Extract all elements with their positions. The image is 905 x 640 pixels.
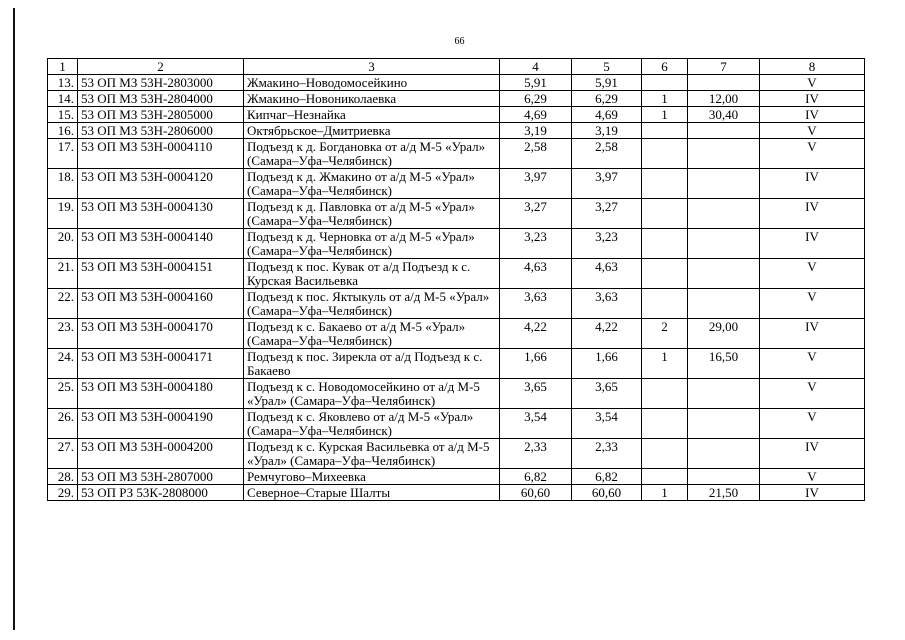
length-total-cell: 3,54: [500, 409, 572, 439]
road-code-cell: 53 ОП МЗ 53Н-2806000: [78, 123, 244, 139]
category-cell: IV: [760, 169, 865, 199]
road-code-cell: 53 ОП МЗ 53Н-0004130: [78, 199, 244, 229]
row-number-cell: 26.: [48, 409, 78, 439]
category-cell: IV: [760, 107, 865, 123]
road-code-cell: 53 ОП МЗ 53Н-2803000: [78, 75, 244, 91]
length-total-cell: 3,63: [500, 289, 572, 319]
road-name-cell: Подъезд к д. Богдановка от а/д М-5 «Урал» (Самара–Уфа–Челябинск): [244, 139, 500, 169]
page-number: 66: [454, 36, 465, 47]
road-name-cell: Северное–Старые Шалты: [244, 485, 500, 501]
table-row: [48, 259, 865, 289]
length-total-cell: 1,66: [500, 349, 572, 379]
road-code-cell: 53 ОП МЗ 53Н-0004170: [78, 319, 244, 349]
category-cell: IV: [760, 229, 865, 259]
length-total-cell: 3,23: [500, 229, 572, 259]
length-cell: 6,29: [572, 91, 642, 107]
road-name-cell: Октябрьское–Дмитриевка: [244, 123, 500, 139]
road-name-cell: Подъезд к пос. Зирекла от а/д Подъезд к с. Бакаево: [244, 349, 500, 379]
column-header: 5: [572, 59, 642, 75]
length-cell: 3,19: [572, 123, 642, 139]
value-cell: [688, 439, 760, 469]
road-name-cell: Подъезд к с. Курская Васильевка от а/д М-5 «Урал» (Самара–Уфа–Челябинск): [244, 439, 500, 469]
table-row: [48, 199, 865, 229]
value-cell: [688, 139, 760, 169]
value-cell: [688, 199, 760, 229]
road-name-cell: Подъезд к д. Жмакино от а/д М-5 «Урал» (Самара–Уфа–Челябинск): [244, 169, 500, 199]
category-cell: IV: [760, 199, 865, 229]
road-code-cell: 53 ОП МЗ 53Н-0004120: [78, 169, 244, 199]
table-row: [48, 91, 865, 107]
count-cell: [642, 259, 688, 289]
length-cell: 2,58: [572, 139, 642, 169]
length-total-cell: 3,97: [500, 169, 572, 199]
count-cell: [642, 469, 688, 485]
road-name-cell: Подъезд к д. Павловка от а/д М-5 «Урал» (Самара–Уфа–Челябинск): [244, 199, 500, 229]
length-cell: 1,66: [572, 349, 642, 379]
road-code-cell: 53 ОП РЗ 53К-2808000: [78, 485, 244, 501]
column-header: 6: [642, 59, 688, 75]
table-row: [48, 379, 865, 409]
row-number-cell: 16.: [48, 123, 78, 139]
row-number-cell: 29.: [48, 485, 78, 501]
road-code-cell: 53 ОП МЗ 53Н-0004110: [78, 139, 244, 169]
category-cell: V: [760, 75, 865, 91]
category-cell: V: [760, 379, 865, 409]
category-cell: V: [760, 259, 865, 289]
value-cell: [688, 229, 760, 259]
length-cell: 6,82: [572, 469, 642, 485]
road-name-cell: Ремчугово–Михеевка: [244, 469, 500, 485]
length-total-cell: 2,33: [500, 439, 572, 469]
row-number-cell: 14.: [48, 91, 78, 107]
table-row: [48, 319, 865, 349]
value-cell: 12,00: [688, 91, 760, 107]
count-cell: [642, 75, 688, 91]
length-total-cell: 4,22: [500, 319, 572, 349]
road-code-cell: 53 ОП МЗ 53Н-0004140: [78, 229, 244, 259]
length-cell: 3,63: [572, 289, 642, 319]
table-row: [48, 75, 865, 91]
count-cell: 1: [642, 91, 688, 107]
road-name-cell: Подъезд к с. Яковлево от а/д М-5 «Урал» (Самара–Уфа–Челябинск): [244, 409, 500, 439]
length-cell: 3,65: [572, 379, 642, 409]
length-cell: 4,69: [572, 107, 642, 123]
road-code-cell: 53 ОП МЗ 53Н-0004200: [78, 439, 244, 469]
count-cell: 1: [642, 107, 688, 123]
length-total-cell: 4,69: [500, 107, 572, 123]
category-cell: V: [760, 409, 865, 439]
value-cell: [688, 289, 760, 319]
count-cell: [642, 439, 688, 469]
row-number-cell: 13.: [48, 75, 78, 91]
road-name-cell: Подъезд к пос. Кувак от а/д Подъезд к с. Курская Васильевка: [244, 259, 500, 289]
road-code-cell: 53 ОП МЗ 53Н-0004151: [78, 259, 244, 289]
length-total-cell: 2,58: [500, 139, 572, 169]
table-row: [48, 439, 865, 469]
length-total-cell: 3,19: [500, 123, 572, 139]
table-body: [48, 75, 865, 501]
length-total-cell: 5,91: [500, 75, 572, 91]
table-row: [48, 107, 865, 123]
road-name-cell: Подъезд к д. Черновка от а/д М-5 «Урал» (Самара–Уфа–Челябинск): [244, 229, 500, 259]
row-number-cell: 25.: [48, 379, 78, 409]
road-name-cell: Жмакино–Новодомосейкино: [244, 75, 500, 91]
count-cell: [642, 229, 688, 259]
roads-table: [47, 58, 865, 501]
row-number-cell: 20.: [48, 229, 78, 259]
length-cell: 60,60: [572, 485, 642, 501]
road-code-cell: 53 ОП МЗ 53Н-2805000: [78, 107, 244, 123]
value-cell: [688, 409, 760, 439]
column-header: 4: [500, 59, 572, 75]
row-number-cell: 18.: [48, 169, 78, 199]
length-total-cell: 3,27: [500, 199, 572, 229]
count-cell: [642, 123, 688, 139]
row-number-cell: 15.: [48, 107, 78, 123]
value-cell: [688, 259, 760, 289]
road-code-cell: 53 ОП МЗ 53Н-2804000: [78, 91, 244, 107]
road-name-cell: Жмакино–Новониколаевка: [244, 91, 500, 107]
value-cell: 30,40: [688, 107, 760, 123]
table-row: [48, 289, 865, 319]
category-cell: V: [760, 289, 865, 319]
value-cell: [688, 75, 760, 91]
category-cell: V: [760, 139, 865, 169]
length-cell: 2,33: [572, 439, 642, 469]
value-cell: [688, 379, 760, 409]
count-cell: [642, 199, 688, 229]
road-name-cell: Подъезд к с. Новодомосейкино от а/д М-5 «Урал» (Самара–Уфа–Челябинск): [244, 379, 500, 409]
row-number-cell: 19.: [48, 199, 78, 229]
category-cell: V: [760, 469, 865, 485]
value-cell: 16,50: [688, 349, 760, 379]
category-cell: V: [760, 349, 865, 379]
value-cell: [688, 123, 760, 139]
value-cell: [688, 469, 760, 485]
column-header: 2: [78, 59, 244, 75]
table-row: [48, 123, 865, 139]
table-row: [48, 409, 865, 439]
count-cell: [642, 379, 688, 409]
row-number-cell: 28.: [48, 469, 78, 485]
category-cell: IV: [760, 319, 865, 349]
category-cell: IV: [760, 439, 865, 469]
column-header: 8: [760, 59, 865, 75]
length-cell: 3,27: [572, 199, 642, 229]
road-code-cell: 53 ОП МЗ 53Н-0004171: [78, 349, 244, 379]
category-cell: IV: [760, 91, 865, 107]
category-cell: V: [760, 123, 865, 139]
table-header-row: [48, 59, 865, 75]
count-cell: [642, 409, 688, 439]
count-cell: 1: [642, 349, 688, 379]
count-cell: 1: [642, 485, 688, 501]
road-code-cell: 53 ОП МЗ 53Н-0004190: [78, 409, 244, 439]
length-cell: 5,91: [572, 75, 642, 91]
length-cell: 4,22: [572, 319, 642, 349]
column-header: 1: [48, 59, 78, 75]
value-cell: [688, 169, 760, 199]
table-row: [48, 169, 865, 199]
road-name-cell: Подъезд к с. Бакаево от а/д М-5 «Урал» (Самара–Уфа–Челябинск): [244, 319, 500, 349]
row-number-cell: 24.: [48, 349, 78, 379]
value-cell: 21,50: [688, 485, 760, 501]
road-code-cell: 53 ОП МЗ 53Н-2807000: [78, 469, 244, 485]
row-number-cell: 27.: [48, 439, 78, 469]
length-cell: 3,54: [572, 409, 642, 439]
table-row: [48, 485, 865, 501]
count-cell: 2: [642, 319, 688, 349]
column-header: 7: [688, 59, 760, 75]
row-number-cell: 17.: [48, 139, 78, 169]
scan-edge-line: [13, 8, 15, 630]
length-total-cell: 3,65: [500, 379, 572, 409]
column-header: 3: [244, 59, 500, 75]
value-cell: 29,00: [688, 319, 760, 349]
length-cell: 3,97: [572, 169, 642, 199]
road-name-cell: Кипчаг–Незнайка: [244, 107, 500, 123]
table-row: [48, 469, 865, 485]
category-cell: IV: [760, 485, 865, 501]
count-cell: [642, 139, 688, 169]
road-name-cell: Подъезд к пос. Яктыкуль от а/д М-5 «Урал» (Самара–Уфа–Челябинск): [244, 289, 500, 319]
road-code-cell: 53 ОП МЗ 53Н-0004180: [78, 379, 244, 409]
count-cell: [642, 289, 688, 319]
length-total-cell: 6,82: [500, 469, 572, 485]
table-row: [48, 349, 865, 379]
length-cell: 3,23: [572, 229, 642, 259]
length-cell: 4,63: [572, 259, 642, 289]
length-total-cell: 4,63: [500, 259, 572, 289]
table-row: [48, 139, 865, 169]
row-number-cell: 23.: [48, 319, 78, 349]
table-row: [48, 229, 865, 259]
row-number-cell: 22.: [48, 289, 78, 319]
length-total-cell: 6,29: [500, 91, 572, 107]
road-code-cell: 53 ОП МЗ 53Н-0004160: [78, 289, 244, 319]
count-cell: [642, 169, 688, 199]
row-number-cell: 21.: [48, 259, 78, 289]
length-total-cell: 60,60: [500, 485, 572, 501]
